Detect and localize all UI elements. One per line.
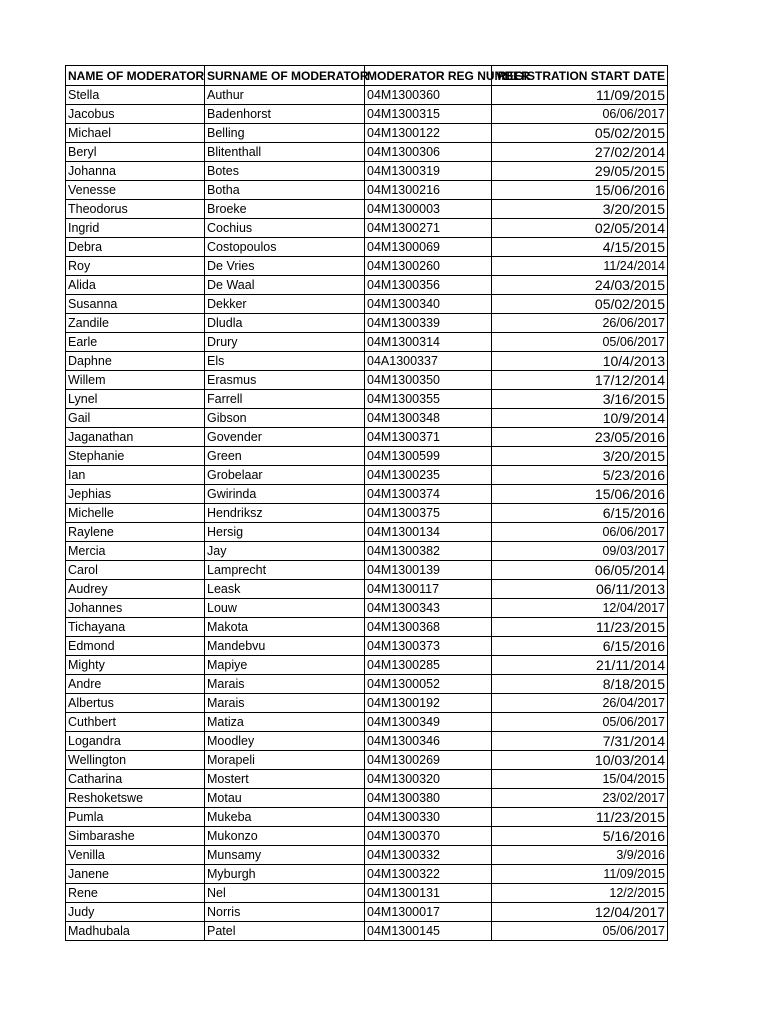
table-row: [66, 580, 668, 599]
cell-registration-date: 06/11/2013: [492, 580, 668, 599]
cell-registration-date: 05/02/2015: [492, 124, 668, 143]
cell-registration-date: 21/11/2014: [492, 656, 668, 675]
cell-name: Theodorus: [66, 200, 205, 219]
cell-reg-number: 04M1300330: [365, 808, 492, 827]
cell-reg-number: 04M1300370: [365, 827, 492, 846]
cell-name: Mighty: [66, 656, 205, 675]
cell-name: Daphne: [66, 352, 205, 371]
cell-surname: Blitenthall: [205, 143, 365, 162]
table-row: [66, 314, 668, 333]
cell-registration-date: 06/06/2017: [492, 105, 668, 124]
cell-surname: Gwirinda: [205, 485, 365, 504]
cell-reg-number: 04M1300134: [365, 523, 492, 542]
table-row: [66, 428, 668, 447]
cell-surname: Farrell: [205, 390, 365, 409]
cell-registration-date: 05/02/2015: [492, 295, 668, 314]
cell-surname: Badenhorst: [205, 105, 365, 124]
cell-reg-number: 04M1300374: [365, 485, 492, 504]
cell-reg-number: 04M1300139: [365, 561, 492, 580]
table-row: [66, 466, 668, 485]
table-row: [66, 124, 668, 143]
cell-registration-date: 3/9/2016: [492, 846, 668, 865]
table-body: [66, 86, 668, 941]
cell-reg-number: 04M1300343: [365, 599, 492, 618]
cell-registration-date: 8/18/2015: [492, 675, 668, 694]
cell-registration-date: 05/06/2017: [492, 922, 668, 941]
cell-surname: Els: [205, 352, 365, 371]
cell-surname: Marais: [205, 694, 365, 713]
cell-surname: Botha: [205, 181, 365, 200]
cell-registration-date: 09/03/2017: [492, 542, 668, 561]
cell-surname: Hendriksz: [205, 504, 365, 523]
cell-surname: Mandebvu: [205, 637, 365, 656]
cell-reg-number: 04M1300360: [365, 86, 492, 105]
cell-registration-date: 24/03/2015: [492, 276, 668, 295]
cell-reg-number: 04M1300599: [365, 447, 492, 466]
table-row: [66, 827, 668, 846]
cell-name: Edmond: [66, 637, 205, 656]
table-row: [66, 352, 668, 371]
cell-surname: Matiza: [205, 713, 365, 732]
cell-surname: Mostert: [205, 770, 365, 789]
cell-reg-number: 04M1300340: [365, 295, 492, 314]
header-name: NAME OF MODERATOR: [66, 66, 205, 86]
cell-name: Rene: [66, 884, 205, 903]
cell-reg-number: 04M1300271: [365, 219, 492, 238]
header-registration-date: REGISTRATION START DATE: [492, 66, 668, 86]
table-row: [66, 637, 668, 656]
cell-reg-number: 04M1300319: [365, 162, 492, 181]
cell-registration-date: 17/12/2014: [492, 371, 668, 390]
cell-reg-number: 04M1300373: [365, 637, 492, 656]
cell-registration-date: 11/09/2015: [492, 865, 668, 884]
cell-name: Carol: [66, 561, 205, 580]
cell-registration-date: 6/15/2016: [492, 504, 668, 523]
cell-name: Judy: [66, 903, 205, 922]
cell-name: Ingrid: [66, 219, 205, 238]
cell-registration-date: 11/23/2015: [492, 808, 668, 827]
table-row: [66, 105, 668, 124]
table-row: [66, 713, 668, 732]
cell-registration-date: 29/05/2015: [492, 162, 668, 181]
cell-surname: Authur: [205, 86, 365, 105]
cell-reg-number: 04M1300320: [365, 770, 492, 789]
cell-name: Wellington: [66, 751, 205, 770]
cell-reg-number: 04M1300356: [365, 276, 492, 295]
table-row: [66, 523, 668, 542]
cell-registration-date: 05/06/2017: [492, 713, 668, 732]
table-row: [66, 162, 668, 181]
cell-registration-date: 10/4/2013: [492, 352, 668, 371]
cell-reg-number: 04M1300375: [365, 504, 492, 523]
cell-name: Debra: [66, 238, 205, 257]
cell-name: Jaganathan: [66, 428, 205, 447]
table-row: [66, 542, 668, 561]
cell-registration-date: 27/02/2014: [492, 143, 668, 162]
cell-name: Mercia: [66, 542, 205, 561]
table-row: [66, 675, 668, 694]
cell-surname: Mukeba: [205, 808, 365, 827]
header-surname: SURNAME OF MODERATOR: [205, 66, 365, 86]
cell-registration-date: 15/04/2015: [492, 770, 668, 789]
table-row: [66, 789, 668, 808]
table-row: [66, 238, 668, 257]
cell-surname: Lamprecht: [205, 561, 365, 580]
cell-registration-date: 11/24/2014: [492, 257, 668, 276]
cell-name: Ian: [66, 466, 205, 485]
table-row: [66, 770, 668, 789]
cell-registration-date: 7/31/2014: [492, 732, 668, 751]
table-row: [66, 504, 668, 523]
table-row: [66, 143, 668, 162]
cell-surname: Botes: [205, 162, 365, 181]
table-row: [66, 751, 668, 770]
table-row: [66, 371, 668, 390]
cell-reg-number: 04M1300355: [365, 390, 492, 409]
cell-surname: Jay: [205, 542, 365, 561]
cell-registration-date: 6/15/2016: [492, 637, 668, 656]
cell-surname: Cochius: [205, 219, 365, 238]
cell-reg-number: 04M1300306: [365, 143, 492, 162]
table-row: [66, 485, 668, 504]
cell-reg-number: 04M1300069: [365, 238, 492, 257]
cell-registration-date: 3/16/2015: [492, 390, 668, 409]
cell-name: Venilla: [66, 846, 205, 865]
cell-registration-date: 10/03/2014: [492, 751, 668, 770]
cell-surname: Munsamy: [205, 846, 365, 865]
table-row: [66, 656, 668, 675]
table-row: [66, 865, 668, 884]
cell-reg-number: 04M1300380: [365, 789, 492, 808]
cell-name: Johanna: [66, 162, 205, 181]
cell-reg-number: 04M1300260: [365, 257, 492, 276]
cell-surname: Govender: [205, 428, 365, 447]
cell-reg-number: 04M1300348: [365, 409, 492, 428]
cell-registration-date: 3/20/2015: [492, 200, 668, 219]
cell-name: Roy: [66, 257, 205, 276]
cell-reg-number: 04M1300322: [365, 865, 492, 884]
cell-name: Audrey: [66, 580, 205, 599]
cell-name: Jacobus: [66, 105, 205, 124]
cell-surname: De Waal: [205, 276, 365, 295]
cell-registration-date: 05/06/2017: [492, 333, 668, 352]
cell-reg-number: 04M1300349: [365, 713, 492, 732]
table-row: [66, 922, 668, 941]
cell-registration-date: 3/20/2015: [492, 447, 668, 466]
cell-name: Cuthbert: [66, 713, 205, 732]
cell-surname: Marais: [205, 675, 365, 694]
cell-registration-date: 26/06/2017: [492, 314, 668, 333]
header-row: [66, 66, 668, 86]
cell-name: Stella: [66, 86, 205, 105]
cell-registration-date: 23/05/2016: [492, 428, 668, 447]
cell-surname: Makota: [205, 618, 365, 637]
cell-name: Alida: [66, 276, 205, 295]
cell-registration-date: 02/05/2014: [492, 219, 668, 238]
cell-registration-date: 26/04/2017: [492, 694, 668, 713]
cell-surname: Nel: [205, 884, 365, 903]
cell-reg-number: 04M1300368: [365, 618, 492, 637]
cell-surname: Gibson: [205, 409, 365, 428]
cell-registration-date: 06/05/2014: [492, 561, 668, 580]
cell-reg-number: 04M1300052: [365, 675, 492, 694]
cell-name: Janene: [66, 865, 205, 884]
cell-reg-number: 04M1300122: [365, 124, 492, 143]
cell-registration-date: 5/23/2016: [492, 466, 668, 485]
table-row: [66, 561, 668, 580]
cell-surname: Louw: [205, 599, 365, 618]
cell-registration-date: 23/02/2017: [492, 789, 668, 808]
cell-surname: Dludla: [205, 314, 365, 333]
cell-surname: Norris: [205, 903, 365, 922]
cell-reg-number: 04M1300192: [365, 694, 492, 713]
table-row: [66, 732, 668, 751]
cell-surname: Green: [205, 447, 365, 466]
table-row: [66, 846, 668, 865]
cell-reg-number: 04M1300235: [365, 466, 492, 485]
cell-surname: Morapeli: [205, 751, 365, 770]
cell-name: Tichayana: [66, 618, 205, 637]
cell-surname: Erasmus: [205, 371, 365, 390]
cell-name: Catharina: [66, 770, 205, 789]
table-row: [66, 447, 668, 466]
cell-name: Raylene: [66, 523, 205, 542]
cell-reg-number: 04M1300017: [365, 903, 492, 922]
cell-reg-number: 04M1300285: [365, 656, 492, 675]
cell-reg-number: 04M1300216: [365, 181, 492, 200]
cell-registration-date: 12/2/2015: [492, 884, 668, 903]
table-row: [66, 694, 668, 713]
cell-surname: Dekker: [205, 295, 365, 314]
cell-name: Andre: [66, 675, 205, 694]
table-row: [66, 295, 668, 314]
table-row: [66, 808, 668, 827]
cell-surname: Myburgh: [205, 865, 365, 884]
cell-registration-date: 10/9/2014: [492, 409, 668, 428]
cell-surname: Broeke: [205, 200, 365, 219]
cell-name: Gail: [66, 409, 205, 428]
cell-name: Willem: [66, 371, 205, 390]
cell-name: Reshoketswe: [66, 789, 205, 808]
cell-name: Madhubala: [66, 922, 205, 941]
cell-reg-number: 04M1300332: [365, 846, 492, 865]
cell-reg-number: 04M1300371: [365, 428, 492, 447]
table-row: [66, 884, 668, 903]
cell-name: Michael: [66, 124, 205, 143]
cell-surname: Mukonzo: [205, 827, 365, 846]
cell-registration-date: 15/06/2016: [492, 181, 668, 200]
cell-name: Zandile: [66, 314, 205, 333]
cell-reg-number: 04M1300145: [365, 922, 492, 941]
cell-registration-date: 5/16/2016: [492, 827, 668, 846]
table-row: [66, 903, 668, 922]
cell-surname: Mapiye: [205, 656, 365, 675]
cell-reg-number: 04M1300350: [365, 371, 492, 390]
table-row: [66, 276, 668, 295]
cell-reg-number: 04M1300382: [365, 542, 492, 561]
table-row: [66, 390, 668, 409]
header-reg-number: MODERATOR REG NUMBER: [365, 66, 492, 86]
table-row: [66, 618, 668, 637]
cell-name: Simbarashe: [66, 827, 205, 846]
cell-surname: Leask: [205, 580, 365, 599]
table-row: [66, 599, 668, 618]
cell-name: Albertus: [66, 694, 205, 713]
cell-name: Michelle: [66, 504, 205, 523]
cell-registration-date: 12/04/2017: [492, 903, 668, 922]
cell-reg-number: 04M1300314: [365, 333, 492, 352]
cell-name: Venesse: [66, 181, 205, 200]
table-row: [66, 409, 668, 428]
cell-registration-date: 06/06/2017: [492, 523, 668, 542]
table-row: [66, 181, 668, 200]
cell-registration-date: 11/09/2015: [492, 86, 668, 105]
cell-reg-number: 04M1300131: [365, 884, 492, 903]
cell-registration-date: 4/15/2015: [492, 238, 668, 257]
cell-surname: Belling: [205, 124, 365, 143]
cell-reg-number: 04M1300269: [365, 751, 492, 770]
cell-surname: Moodley: [205, 732, 365, 751]
table-row: [66, 257, 668, 276]
cell-surname: Patel: [205, 922, 365, 941]
table-row: [66, 200, 668, 219]
cell-registration-date: 11/23/2015: [492, 618, 668, 637]
cell-name: Jephias: [66, 485, 205, 504]
cell-surname: De Vries: [205, 257, 365, 276]
cell-name: Susanna: [66, 295, 205, 314]
cell-reg-number: 04A1300337: [365, 352, 492, 371]
table-row: [66, 86, 668, 105]
cell-reg-number: 04M1300346: [365, 732, 492, 751]
cell-surname: Hersig: [205, 523, 365, 542]
cell-surname: Costopoulos: [205, 238, 365, 257]
cell-surname: Grobelaar: [205, 466, 365, 485]
cell-name: Earle: [66, 333, 205, 352]
cell-name: Johannes: [66, 599, 205, 618]
cell-name: Logandra: [66, 732, 205, 751]
table-row: [66, 219, 668, 238]
cell-registration-date: 12/04/2017: [492, 599, 668, 618]
moderator-table: [65, 65, 668, 941]
cell-reg-number: 04M1300003: [365, 200, 492, 219]
cell-reg-number: 04M1300315: [365, 105, 492, 124]
cell-name: Lynel: [66, 390, 205, 409]
cell-surname: Motau: [205, 789, 365, 808]
cell-name: Beryl: [66, 143, 205, 162]
cell-registration-date: 15/06/2016: [492, 485, 668, 504]
cell-reg-number: 04M1300117: [365, 580, 492, 599]
cell-reg-number: 04M1300339: [365, 314, 492, 333]
cell-name: Stephanie: [66, 447, 205, 466]
table-row: [66, 333, 668, 352]
cell-surname: Drury: [205, 333, 365, 352]
cell-name: Pumla: [66, 808, 205, 827]
